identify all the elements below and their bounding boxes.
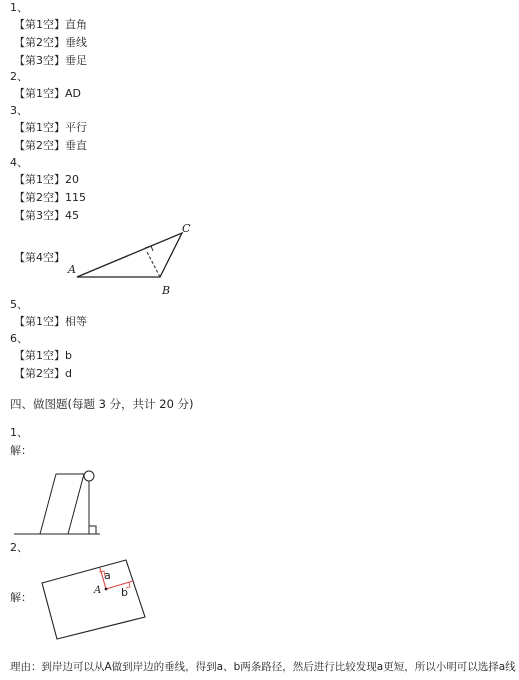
answer-blank: 【第1空】AD xyxy=(14,87,81,100)
question-number: 4、 xyxy=(10,156,28,169)
answer-blank: 【第2空】115 xyxy=(14,191,86,204)
question-number: 6、 xyxy=(10,332,28,345)
answer-blank: 【第4空】 xyxy=(14,251,65,264)
question-number: 3、 xyxy=(10,104,28,117)
answer-blank: 【第2空】垂线 xyxy=(14,36,87,49)
vertex-label-c: C xyxy=(182,222,191,235)
perpendicular-figure xyxy=(0,465,110,540)
vertex-label-a: A xyxy=(68,263,76,276)
path-label-b: b xyxy=(121,586,128,599)
solution-label: 解： xyxy=(10,444,32,457)
answer-blank: 【第3空】45 xyxy=(14,209,79,222)
section-title: 四、做图题(每题 3 分，共计 20 分) xyxy=(10,397,194,411)
question-number: 1、 xyxy=(10,426,28,439)
triangle-diagram xyxy=(60,220,200,300)
answer-blank: 【第1空】相等 xyxy=(14,315,87,328)
point-label-a: A xyxy=(94,585,102,596)
answer-blank: 【第1空】直角 xyxy=(14,18,87,31)
question-number: 5、 xyxy=(10,298,28,311)
answer-blank: 【第1空】平行 xyxy=(14,121,87,134)
question-number: 1、 xyxy=(10,1,28,14)
vertex-label-b: B xyxy=(162,284,171,297)
answer-blank: 【第2空】d xyxy=(14,367,72,380)
shore-paths-figure xyxy=(35,555,155,645)
reason-text: 理由：到岸边可以从A做到岸边的垂线，得到a、b两条路径，然后进行比较发现a更短，所以小明可以选择a线 xyxy=(10,661,516,673)
answer-blank: 【第3空】垂足 xyxy=(14,54,87,67)
answer-blank: 【第1空】b xyxy=(14,349,72,362)
path-label-a: a xyxy=(104,569,111,582)
question-number: 2、 xyxy=(10,70,28,83)
answer-blank: 【第2空】垂直 xyxy=(14,139,87,152)
answer-blank: 【第1空】20 xyxy=(14,173,79,186)
solution-label: 解： xyxy=(10,591,32,604)
question-number: 2、 xyxy=(10,541,28,554)
